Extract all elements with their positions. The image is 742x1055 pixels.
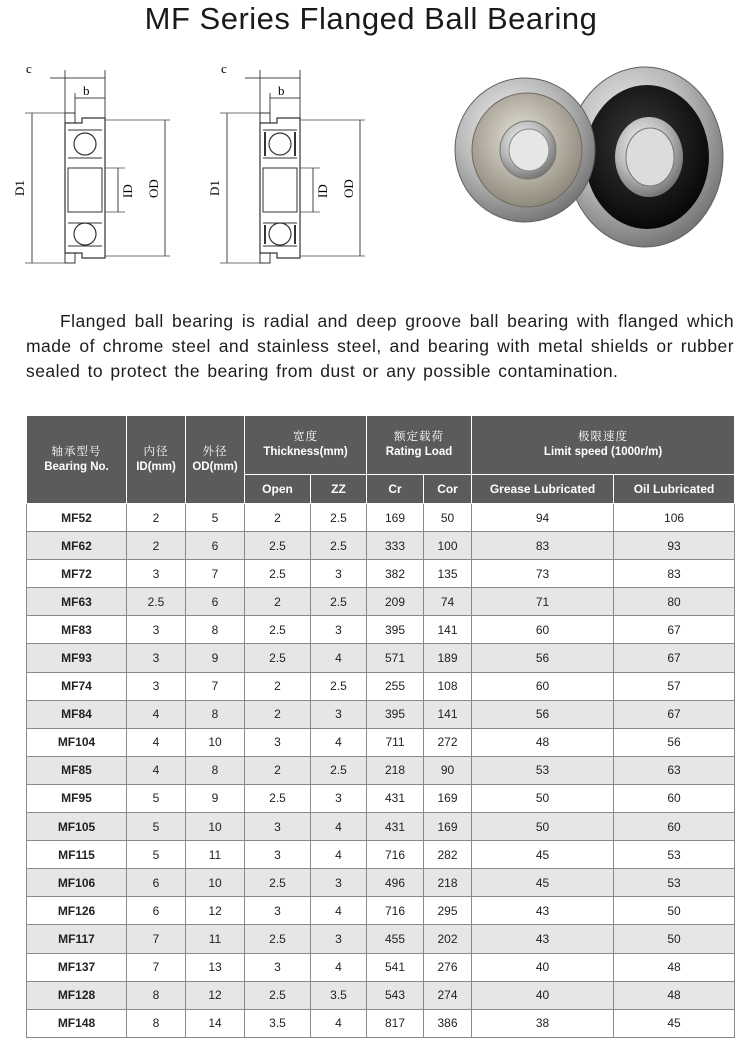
cr-cell: 716 [367, 841, 424, 869]
thickness-open-cell: 2.5 [245, 644, 311, 672]
dim-d1-label: D1 [207, 180, 222, 196]
od-cell: 10 [186, 728, 245, 756]
thickness-open-cell: 2.5 [245, 784, 311, 812]
thickness-open-cell: 3 [245, 953, 311, 981]
oil-speed-cell: 60 [614, 784, 735, 812]
bearing-no-cell: MF105 [27, 813, 127, 841]
oil-speed-cell: 67 [614, 616, 735, 644]
description-paragraph [26, 309, 734, 384]
dim-od-label: OD [341, 179, 356, 198]
bearing-no-cell: MF148 [27, 1009, 127, 1037]
oil-speed-cell: 60 [614, 813, 735, 841]
header-open: Open [245, 475, 311, 504]
oil-speed-cell: 67 [614, 644, 735, 672]
thickness-zz-cell: 3 [311, 616, 367, 644]
grease-speed-cell: 71 [472, 588, 614, 616]
thickness-zz-cell: 4 [311, 644, 367, 672]
table-row [27, 897, 735, 925]
grease-speed-cell: 45 [472, 841, 614, 869]
table-row [27, 616, 735, 644]
bearing-no-cell: MF126 [27, 897, 127, 925]
od-cell: 7 [186, 672, 245, 700]
table-row [27, 841, 735, 869]
id-cell: 5 [127, 813, 186, 841]
od-cell: 7 [186, 560, 245, 588]
cr-cell: 541 [367, 953, 424, 981]
cor-cell: 189 [424, 644, 472, 672]
table-row [27, 728, 735, 756]
grease-speed-cell: 45 [472, 869, 614, 897]
thickness-open-cell: 2.5 [245, 925, 311, 953]
od-cell: 11 [186, 925, 245, 953]
oil-speed-cell: 50 [614, 897, 735, 925]
thickness-zz-cell: 3 [311, 784, 367, 812]
thickness-zz-cell: 2.5 [311, 532, 367, 560]
dim-d1-label: D1 [12, 180, 27, 196]
oil-speed-cell: 56 [614, 728, 735, 756]
od-cell: 9 [186, 784, 245, 812]
table-row [27, 588, 735, 616]
cor-cell: 202 [424, 925, 472, 953]
dim-b-label: b [83, 83, 90, 98]
table-row [27, 504, 735, 532]
dim-c-label: c [26, 61, 32, 76]
id-cell: 5 [127, 784, 186, 812]
id-cell: 8 [127, 1009, 186, 1037]
thickness-zz-cell: 4 [311, 728, 367, 756]
id-cell: 6 [127, 869, 186, 897]
table-row [27, 532, 735, 560]
dim-b-label: b [278, 83, 285, 98]
cor-cell: 282 [424, 841, 472, 869]
dim-od-label: OD [146, 179, 161, 198]
table-row [27, 925, 735, 953]
cr-cell: 543 [367, 981, 424, 1009]
id-cell: 3 [127, 672, 186, 700]
id-cell: 4 [127, 728, 186, 756]
thickness-open-cell: 2 [245, 588, 311, 616]
cor-cell: 74 [424, 588, 472, 616]
cor-cell: 386 [424, 1009, 472, 1037]
od-cell: 10 [186, 813, 245, 841]
grease-speed-cell: 48 [472, 728, 614, 756]
cor-cell: 272 [424, 728, 472, 756]
header-cr: Cr [367, 475, 424, 504]
oil-speed-cell: 80 [614, 588, 735, 616]
bearing-no-cell: MF62 [27, 532, 127, 560]
description-text: Flanged ball bearing is radial and deep groove ball bearing with flanged which made of chrome steel and stainless steel, and bearing with metal shields or rubber sealed to protect the bearing from dust or any possible contamination. [26, 311, 734, 381]
header-id: 内径 ID(mm) [127, 416, 186, 504]
id-cell: 3 [127, 644, 186, 672]
shielded-bearing-diagram [205, 58, 395, 273]
id-cell: 4 [127, 756, 186, 784]
id-cell: 6 [127, 897, 186, 925]
cr-cell: 711 [367, 728, 424, 756]
cr-cell: 255 [367, 672, 424, 700]
bearing-no-cell: MF117 [27, 925, 127, 953]
oil-speed-cell: 63 [614, 756, 735, 784]
cr-cell: 395 [367, 616, 424, 644]
grease-speed-cell: 83 [472, 532, 614, 560]
thickness-zz-cell: 3 [311, 700, 367, 728]
grease-speed-cell: 43 [472, 897, 614, 925]
thickness-open-cell: 2.5 [245, 869, 311, 897]
thickness-open-cell: 2 [245, 756, 311, 784]
thickness-zz-cell: 3 [311, 925, 367, 953]
cor-cell: 218 [424, 869, 472, 897]
thickness-zz-cell: 3.5 [311, 981, 367, 1009]
thickness-open-cell: 2.5 [245, 616, 311, 644]
thickness-zz-cell: 4 [311, 1009, 367, 1037]
cr-cell: 496 [367, 869, 424, 897]
table-row [27, 784, 735, 812]
id-cell: 5 [127, 841, 186, 869]
thickness-open-cell: 2.5 [245, 560, 311, 588]
od-cell: 11 [186, 841, 245, 869]
od-cell: 8 [186, 756, 245, 784]
od-cell: 6 [186, 532, 245, 560]
id-cell: 4 [127, 700, 186, 728]
cor-cell: 135 [424, 560, 472, 588]
cr-cell: 395 [367, 700, 424, 728]
table-row [27, 813, 735, 841]
cor-cell: 169 [424, 813, 472, 841]
id-cell: 2 [127, 532, 186, 560]
bearing-no-cell: MF95 [27, 784, 127, 812]
thickness-open-cell: 3 [245, 813, 311, 841]
header-cor: Cor [424, 475, 472, 504]
table-row [27, 1009, 735, 1037]
header-rating-load: 额定载荷 Rating Load [367, 416, 472, 475]
grease-speed-cell: 73 [472, 560, 614, 588]
header-od: 外径 OD(mm) [186, 416, 245, 504]
open-bearing-diagram [10, 58, 200, 273]
od-cell: 12 [186, 897, 245, 925]
bearing-product-photo [440, 62, 730, 252]
thickness-zz-cell: 4 [311, 953, 367, 981]
od-cell: 6 [186, 588, 245, 616]
bearing-no-cell: MF93 [27, 644, 127, 672]
grease-speed-cell: 40 [472, 953, 614, 981]
cr-cell: 455 [367, 925, 424, 953]
cor-cell: 141 [424, 700, 472, 728]
cor-cell: 50 [424, 504, 472, 532]
id-cell: 3 [127, 616, 186, 644]
page-title: MF Series Flanged Ball Bearing [144, 1, 598, 36]
id-cell: 2 [127, 504, 186, 532]
oil-speed-cell: 48 [614, 981, 735, 1009]
header-oil: Oil Lubricated [614, 475, 735, 504]
grease-speed-cell: 40 [472, 981, 614, 1009]
cr-cell: 431 [367, 813, 424, 841]
cor-cell: 276 [424, 953, 472, 981]
table-row [27, 644, 735, 672]
bearing-no-cell: MF84 [27, 700, 127, 728]
cr-cell: 716 [367, 897, 424, 925]
header-zz: ZZ [311, 475, 367, 504]
cor-cell: 90 [424, 756, 472, 784]
oil-speed-cell: 53 [614, 869, 735, 897]
grease-speed-cell: 56 [472, 700, 614, 728]
oil-speed-cell: 83 [614, 560, 735, 588]
dim-id-label: ID [315, 184, 330, 198]
table-row [27, 869, 735, 897]
cr-cell: 431 [367, 784, 424, 812]
header-bearing-no: 轴承型号 Bearing No. [27, 416, 127, 504]
bearing-no-cell: MF115 [27, 841, 127, 869]
id-cell: 7 [127, 925, 186, 953]
specification-table-body [27, 504, 735, 1038]
oil-speed-cell: 93 [614, 532, 735, 560]
thickness-open-cell: 2.5 [245, 981, 311, 1009]
oil-speed-cell: 106 [614, 504, 735, 532]
table-row [27, 981, 735, 1009]
thickness-zz-cell: 4 [311, 841, 367, 869]
thickness-zz-cell: 2.5 [311, 672, 367, 700]
oil-speed-cell: 50 [614, 925, 735, 953]
thickness-open-cell: 3 [245, 841, 311, 869]
specification-table [26, 415, 735, 1038]
cor-cell: 274 [424, 981, 472, 1009]
grease-speed-cell: 60 [472, 616, 614, 644]
dim-id-label: ID [120, 184, 135, 198]
table-row [27, 700, 735, 728]
thickness-zz-cell: 2.5 [311, 504, 367, 532]
grease-speed-cell: 43 [472, 925, 614, 953]
oil-speed-cell: 67 [614, 700, 735, 728]
table-row [27, 560, 735, 588]
cr-cell: 209 [367, 588, 424, 616]
table-row [27, 672, 735, 700]
grease-speed-cell: 53 [472, 756, 614, 784]
oil-speed-cell: 45 [614, 1009, 735, 1037]
thickness-zz-cell: 3 [311, 560, 367, 588]
bearing-no-cell: MF106 [27, 869, 127, 897]
dim-c-label: c [221, 61, 227, 76]
oil-speed-cell: 48 [614, 953, 735, 981]
od-cell: 8 [186, 700, 245, 728]
thickness-zz-cell: 3 [311, 869, 367, 897]
thickness-zz-cell: 4 [311, 897, 367, 925]
grease-speed-cell: 60 [472, 672, 614, 700]
thickness-open-cell: 2 [245, 504, 311, 532]
od-cell: 5 [186, 504, 245, 532]
od-cell: 13 [186, 953, 245, 981]
cor-cell: 295 [424, 897, 472, 925]
table-row [27, 953, 735, 981]
id-cell: 2.5 [127, 588, 186, 616]
header-limit-speed: 极限速度 Limit speed (1000r/m) [472, 416, 735, 475]
bearing-no-cell: MF104 [27, 728, 127, 756]
cr-cell: 333 [367, 532, 424, 560]
cr-cell: 169 [367, 504, 424, 532]
thickness-open-cell: 2.5 [245, 532, 311, 560]
bearing-no-cell: MF137 [27, 953, 127, 981]
thickness-open-cell: 3 [245, 728, 311, 756]
bearing-no-cell: MF74 [27, 672, 127, 700]
bearing-no-cell: MF72 [27, 560, 127, 588]
cor-cell: 108 [424, 672, 472, 700]
id-cell: 3 [127, 560, 186, 588]
od-cell: 9 [186, 644, 245, 672]
grease-speed-cell: 94 [472, 504, 614, 532]
cor-cell: 141 [424, 616, 472, 644]
cr-cell: 382 [367, 560, 424, 588]
oil-speed-cell: 57 [614, 672, 735, 700]
header-grease: Grease Lubricated [472, 475, 614, 504]
thickness-open-cell: 2 [245, 700, 311, 728]
grease-speed-cell: 56 [472, 644, 614, 672]
header-thickness: 宽度 Thickness(mm) [245, 416, 367, 475]
grease-speed-cell: 50 [472, 784, 614, 812]
od-cell: 10 [186, 869, 245, 897]
thickness-zz-cell: 4 [311, 813, 367, 841]
bearing-no-cell: MF52 [27, 504, 127, 532]
od-cell: 8 [186, 616, 245, 644]
thickness-zz-cell: 2.5 [311, 756, 367, 784]
cr-cell: 817 [367, 1009, 424, 1037]
thickness-open-cell: 2 [245, 672, 311, 700]
id-cell: 8 [127, 981, 186, 1009]
thickness-open-cell: 3 [245, 897, 311, 925]
grease-speed-cell: 38 [472, 1009, 614, 1037]
od-cell: 12 [186, 981, 245, 1009]
bearing-no-cell: MF85 [27, 756, 127, 784]
cor-cell: 169 [424, 784, 472, 812]
bearing-no-cell: MF63 [27, 588, 127, 616]
thickness-open-cell: 3.5 [245, 1009, 311, 1037]
oil-speed-cell: 53 [614, 841, 735, 869]
bearing-no-cell: MF128 [27, 981, 127, 1009]
cr-cell: 571 [367, 644, 424, 672]
bearing-no-cell: MF83 [27, 616, 127, 644]
cr-cell: 218 [367, 756, 424, 784]
grease-speed-cell: 50 [472, 813, 614, 841]
od-cell: 14 [186, 1009, 245, 1037]
id-cell: 7 [127, 953, 186, 981]
cor-cell: 100 [424, 532, 472, 560]
table-row [27, 756, 735, 784]
thickness-zz-cell: 2.5 [311, 588, 367, 616]
